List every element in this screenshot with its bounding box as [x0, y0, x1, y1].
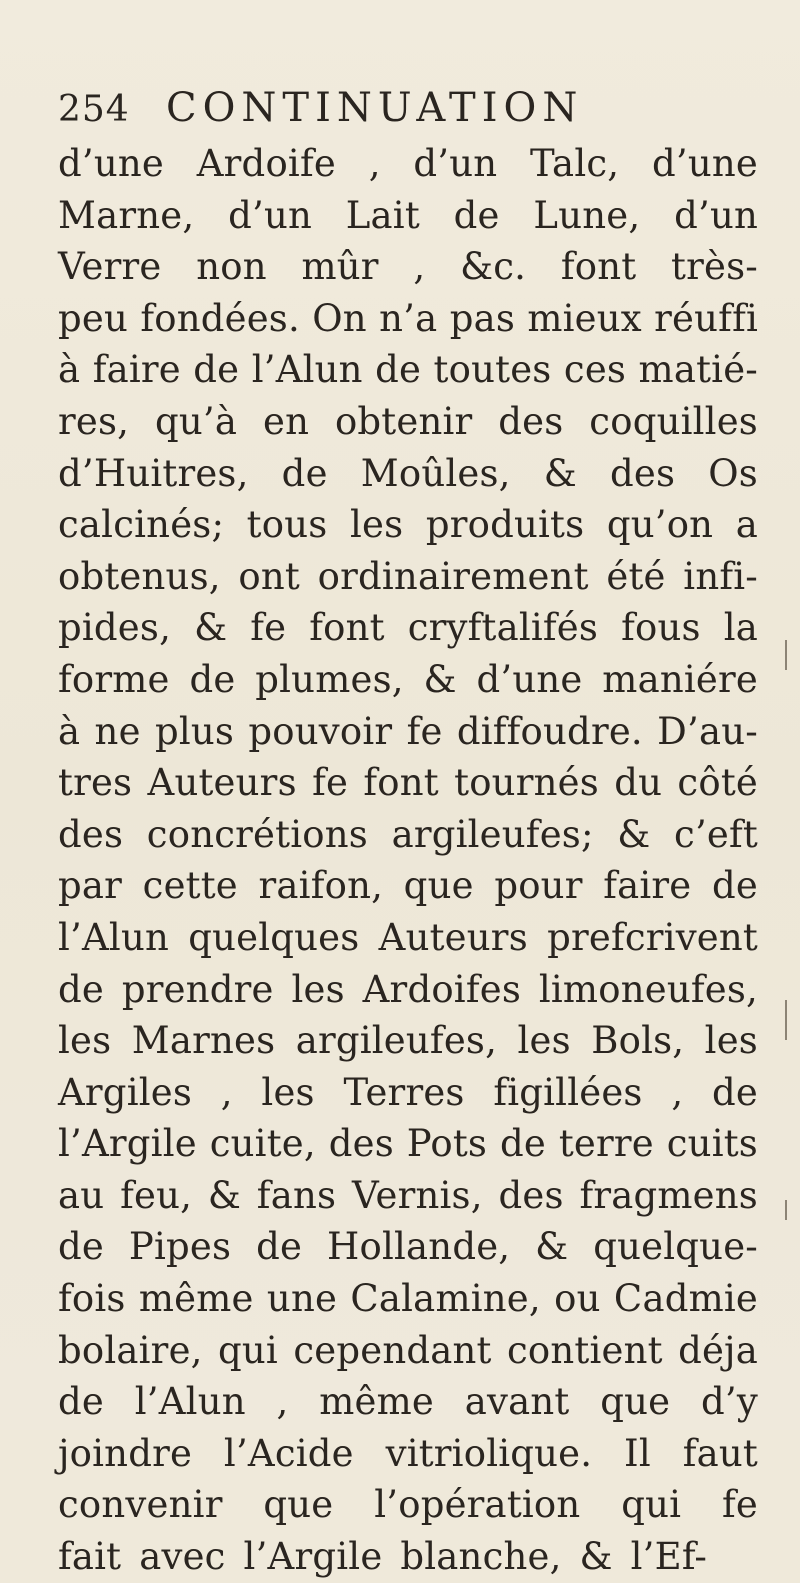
text-line: bolaire, qui cependant contient déja: [58, 1328, 758, 1372]
text-line: res, qu’à en obtenir des coquilles: [58, 399, 758, 443]
text-line: de Pipes de Hollande, & quelque-: [58, 1225, 758, 1269]
text-line: convenir que l’opération qui fe: [58, 1483, 758, 1527]
text-line: à faire de l’Alun de toutes ces matié-: [58, 348, 758, 392]
margin-mark: [785, 1200, 787, 1220]
text-line: de l’Alun , même avant que d’y: [58, 1380, 758, 1424]
text-line: forme de plumes, & d’une maniére: [58, 657, 758, 701]
margin-mark: [785, 1000, 787, 1040]
page-header: [58, 84, 758, 140]
text-line: Argiles , les Terres figillées , de: [58, 1070, 758, 1114]
text-line: calcinés; tous les produits qu’on a: [58, 503, 758, 547]
margin-mark: [785, 640, 787, 670]
text-line: l’Alun quelques Auteurs prefcrivent: [58, 915, 758, 959]
text-line: Verre non mûr , &c. font très-: [58, 245, 758, 289]
text-line: tres Auteurs fe font tournés du côté: [58, 761, 758, 805]
text-line: fois même une Calamine, ou Cadmie: [58, 1277, 758, 1321]
text-line: fait avec l’Argile blanche, & l’Ef-: [58, 1535, 708, 1579]
text-line: par cette raifon, que pour faire de: [58, 864, 758, 908]
text-line: de prendre les Ardoifes limoneufes,: [58, 967, 758, 1011]
text-line: Marne, d’un Lait de Lune, d’un: [58, 193, 758, 237]
text-line: des concrétions argileufes; & c’eft: [58, 812, 758, 856]
text-line: obtenus, ont ordinairement été infi-: [58, 554, 758, 598]
running-head: CONTINUATION: [166, 85, 584, 131]
text-line: joindre l’Acide vitriolique. Il faut: [58, 1431, 758, 1475]
text-line: peu fondées. On n’a pas mieux réuffi: [58, 296, 758, 340]
text-line: d’Huitres, de Moûles, & des Os: [58, 451, 758, 495]
page-number: 254: [58, 89, 130, 130]
text-line: pides, & fe font cryftalifés fous la: [58, 606, 758, 650]
text-line: à ne plus pouvoir fe diffoudre. D’au-: [58, 709, 758, 753]
text-line: au feu, & fans Vernis, des fragmens: [58, 1173, 758, 1217]
body-text: [58, 138, 758, 1583]
text-line: d’une Ardoife , d’un Talc, d’une: [58, 142, 758, 185]
text-line: l’Argile cuite, des Pots de terre cuits: [58, 1122, 758, 1166]
margin-marks: [782, 640, 792, 1340]
text-line: les Marnes argileufes, les Bols, les: [58, 1019, 758, 1063]
